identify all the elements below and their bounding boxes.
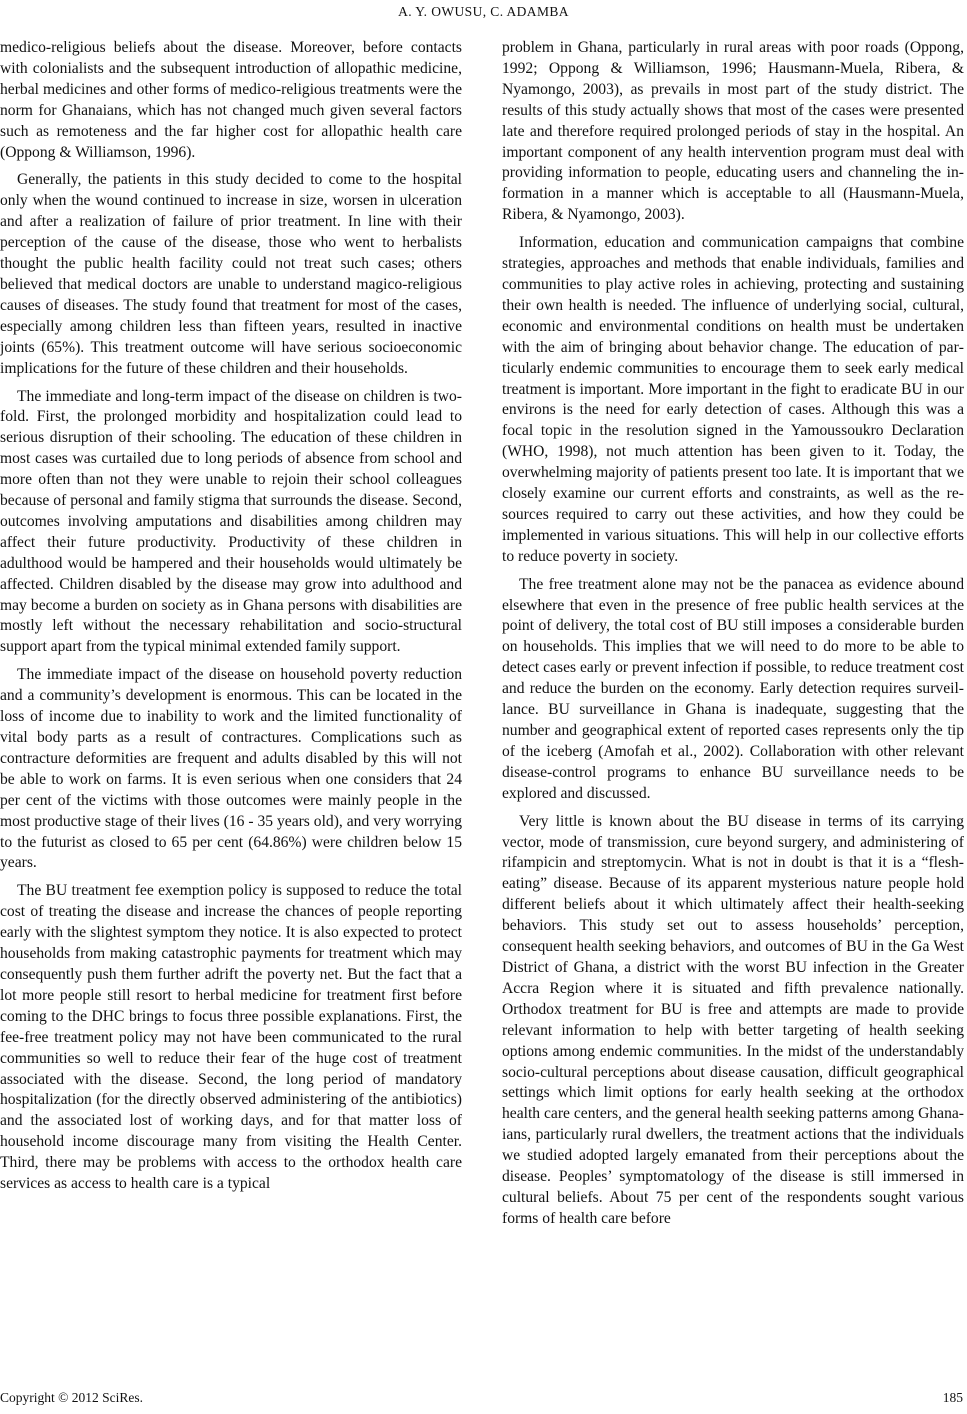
copyright-notice: Copyright © 2012 SciRes. [0, 1390, 144, 1405]
paragraph: Information, education and communication campaigns that combine strategies, approaches and methods that enable individuals, families and communities to play active roles in achieving, protecting and sustaining their own health is needed. The influence of underlying social, cultural, economic and environmental conditions on health must be undertaken with the aim of bringing about behavior change. The education of particularly endemic communities to encourage them to seek early medical treatment is important. More important in the fight to eradicate BU in our environs is the need for early detection of cases. Although this was a focal topic in the resolution signed in the Yamoussoukro Declaration (WHO, 1998), not much attention has been given to it. Today, the overwhelming majority of patients present too late. It is important that we closely examine our current efforts and constraints, as well as the resources required to carry out these activities, and how they could be implemented in various situations. This will help in our collective efforts to reduce poverty in society. [502, 234, 964, 565]
right-column [502, 38, 964, 1237]
left-column [0, 38, 462, 1202]
paragraph: Generally, the patients in this study decided to come to the hospital only when the wound continued to increase in size, worsen in ulceration and after a realization of failure of prior treatment. In line with their perception of the cause of the disease, those who went to herbalists thought the public health facility could not treat such cases; others believed that medical doctors are unable to understand magico-religious causes of diseases. The study found that treatment for most of the cases, especially among children less than fifteen years, resulted in inactive joints (65%). This treatment outcome will have serious socioeconomic implications for the future of these children and their households. [0, 171, 462, 377]
paragraph: The immediate impact of the disease on household poverty reduction and a community’s development is enormous. This can be located in the loss of income due to inability to work and the limited functionality of vital body parts as a result of contractures. Complications such as contracture deformities are frequent and adults disabled by this will not be able to work on farms. It is even serious when one considers that 24 per cent of the victims with those outcomes were mainly people in the most productive stage of their lives (16 - 35 years old), and very worrying to the futurist as closed to 65 per cent (64.86%) were children below 15 years. [0, 666, 462, 872]
running-head: A. Y. OWUSU, C. ADAMBA [398, 4, 569, 19]
paragraph: The free treatment alone may not be the panacea as evidence abound elsewhere that even in the presence of free public health services at the point of delivery, the total cost of BU still imposes a considerable burden on households. This implies that we will need to do more to be able to detect cases early or prevent infection if possible, to reduce treatment cost and reduce the burden on the economy. Early detection requires surveillance. BU surveillance in Ghana is inadequate, suggesting that the number and geographical extent of reported cases represents only the tip of the iceberg (Amofah et al., 2002). Collaboration with other relevant disease-control programs to enhance BU surveillance needs to be explored and discussed. [502, 575, 964, 802]
paragraph: medico-religious beliefs about the disease. Moreover, before contacts with colonialists and the subsequent introduction of allopathic medicine, herbal medicines and other forms of medico-religious treatments were the norm for Ghanaians, which has not changed much given several factors such as remoteness and the far higher cost for allopathic health care (Oppong & Williamson, 1996). [0, 39, 462, 161]
paragraph: Very little is known about the BU disease in terms of its carrying vector, mode of transmission, cure beyond surgery, and administering of rifampicin and streptomycin. What is not in doubt is that it is a “flesh-eating” disease. Because of its apparent mysterious nature people hold different beliefs about it which ultimately affect their health-seeking behaviors. This study set out to assess households’ perception, consequent health seeking behaviors, and outcomes of BU in the Ga West District of Ghana, a district with the worst BU infection in the Greater Accra Region where it is situated and fifth prevalence nationally. Orthodox treatment for BU is free and attempts are made to provide relevant information to help with better targeting of health seeking options among endemic communities. In the midst of the understandably socio-cultural perceptions about disease causation, difficult geographical settings which limit options for early health seeking at the orthodox health care centers, and the general health seeking patterns among Ghanaians, particularly rural dwellers, the treatment actions that the individuals we studied adopted largely emanated from their perceptions about the disease. Peoples’ symptomatology of the disease is still immersed in cultural beliefs. About 75 per cent of the respondents sought various forms of health care before [502, 812, 964, 1227]
page-number: 185 [942, 1390, 963, 1405]
paragraph: The immediate and long-term impact of the disease on children is two-fold. First, the prolonged morbidity and hospitalization could lead to serious disruption of their schooling. The education of these children in most cases was curtailed due to long periods of absence from school and more often than not they were unable to rejoin their school colleagues because of personal and family stigma that surrounds the disease. Second, outcomes involving amputations and disabilities among children may affect their future productivity. Productivity of these children in adulthood would be hampered and their households would ultimately be affected. Children disabled by the disease may grow into adulthood and may become a burden on society as in Ghana persons with disabilities are mostly left without the necessary rehabilitation and socio-structural support apart from the typical minimal extended family support. [0, 387, 462, 656]
paragraph: The BU treatment fee exemption policy is supposed to reduce the total cost of treating the disease and increase the chances of people reporting early with the slightest symptom they notice. It is also expected to protect households from making catastrophic payments for treatment which may consequently push them further adrift the poverty net. But the fact that a lot more people still resort to herbal medicine for treatment first before coming to the DHC brings to focus three possible explanations. First, the fee-free treatment policy may not have been communicated to the rural communities so well to reduce their fear of the huge cost of treatment associated with the disease. Second, the long period of mandatory hospitalization (for the directly observed administering of the antibiotics) and the associated lost of working days, and for that matter loss of household income discourage many from visiting the Health Center. Third, there may be problems with access to the orthodox health care services as access to health care is a typical [0, 882, 462, 1193]
paragraph: problem in Ghana, particularly in rural areas with poor roads (Oppong, 1992; Oppong & Williamson, 1996; Hausmann-Muela, Ribera, & Nyamongo, 2003), as prevails in most part of the study district. The results of this study actually shows that most of the cases were presented late and therefore required prolonged periods of stay in the hospital. An important component of any health intervention program must deal with providing information to people, educating users and channeling the information in a manner which is acceptable to all (Hausmann-Muela, Ribera, & Nyamongo, 2003). [502, 39, 964, 224]
